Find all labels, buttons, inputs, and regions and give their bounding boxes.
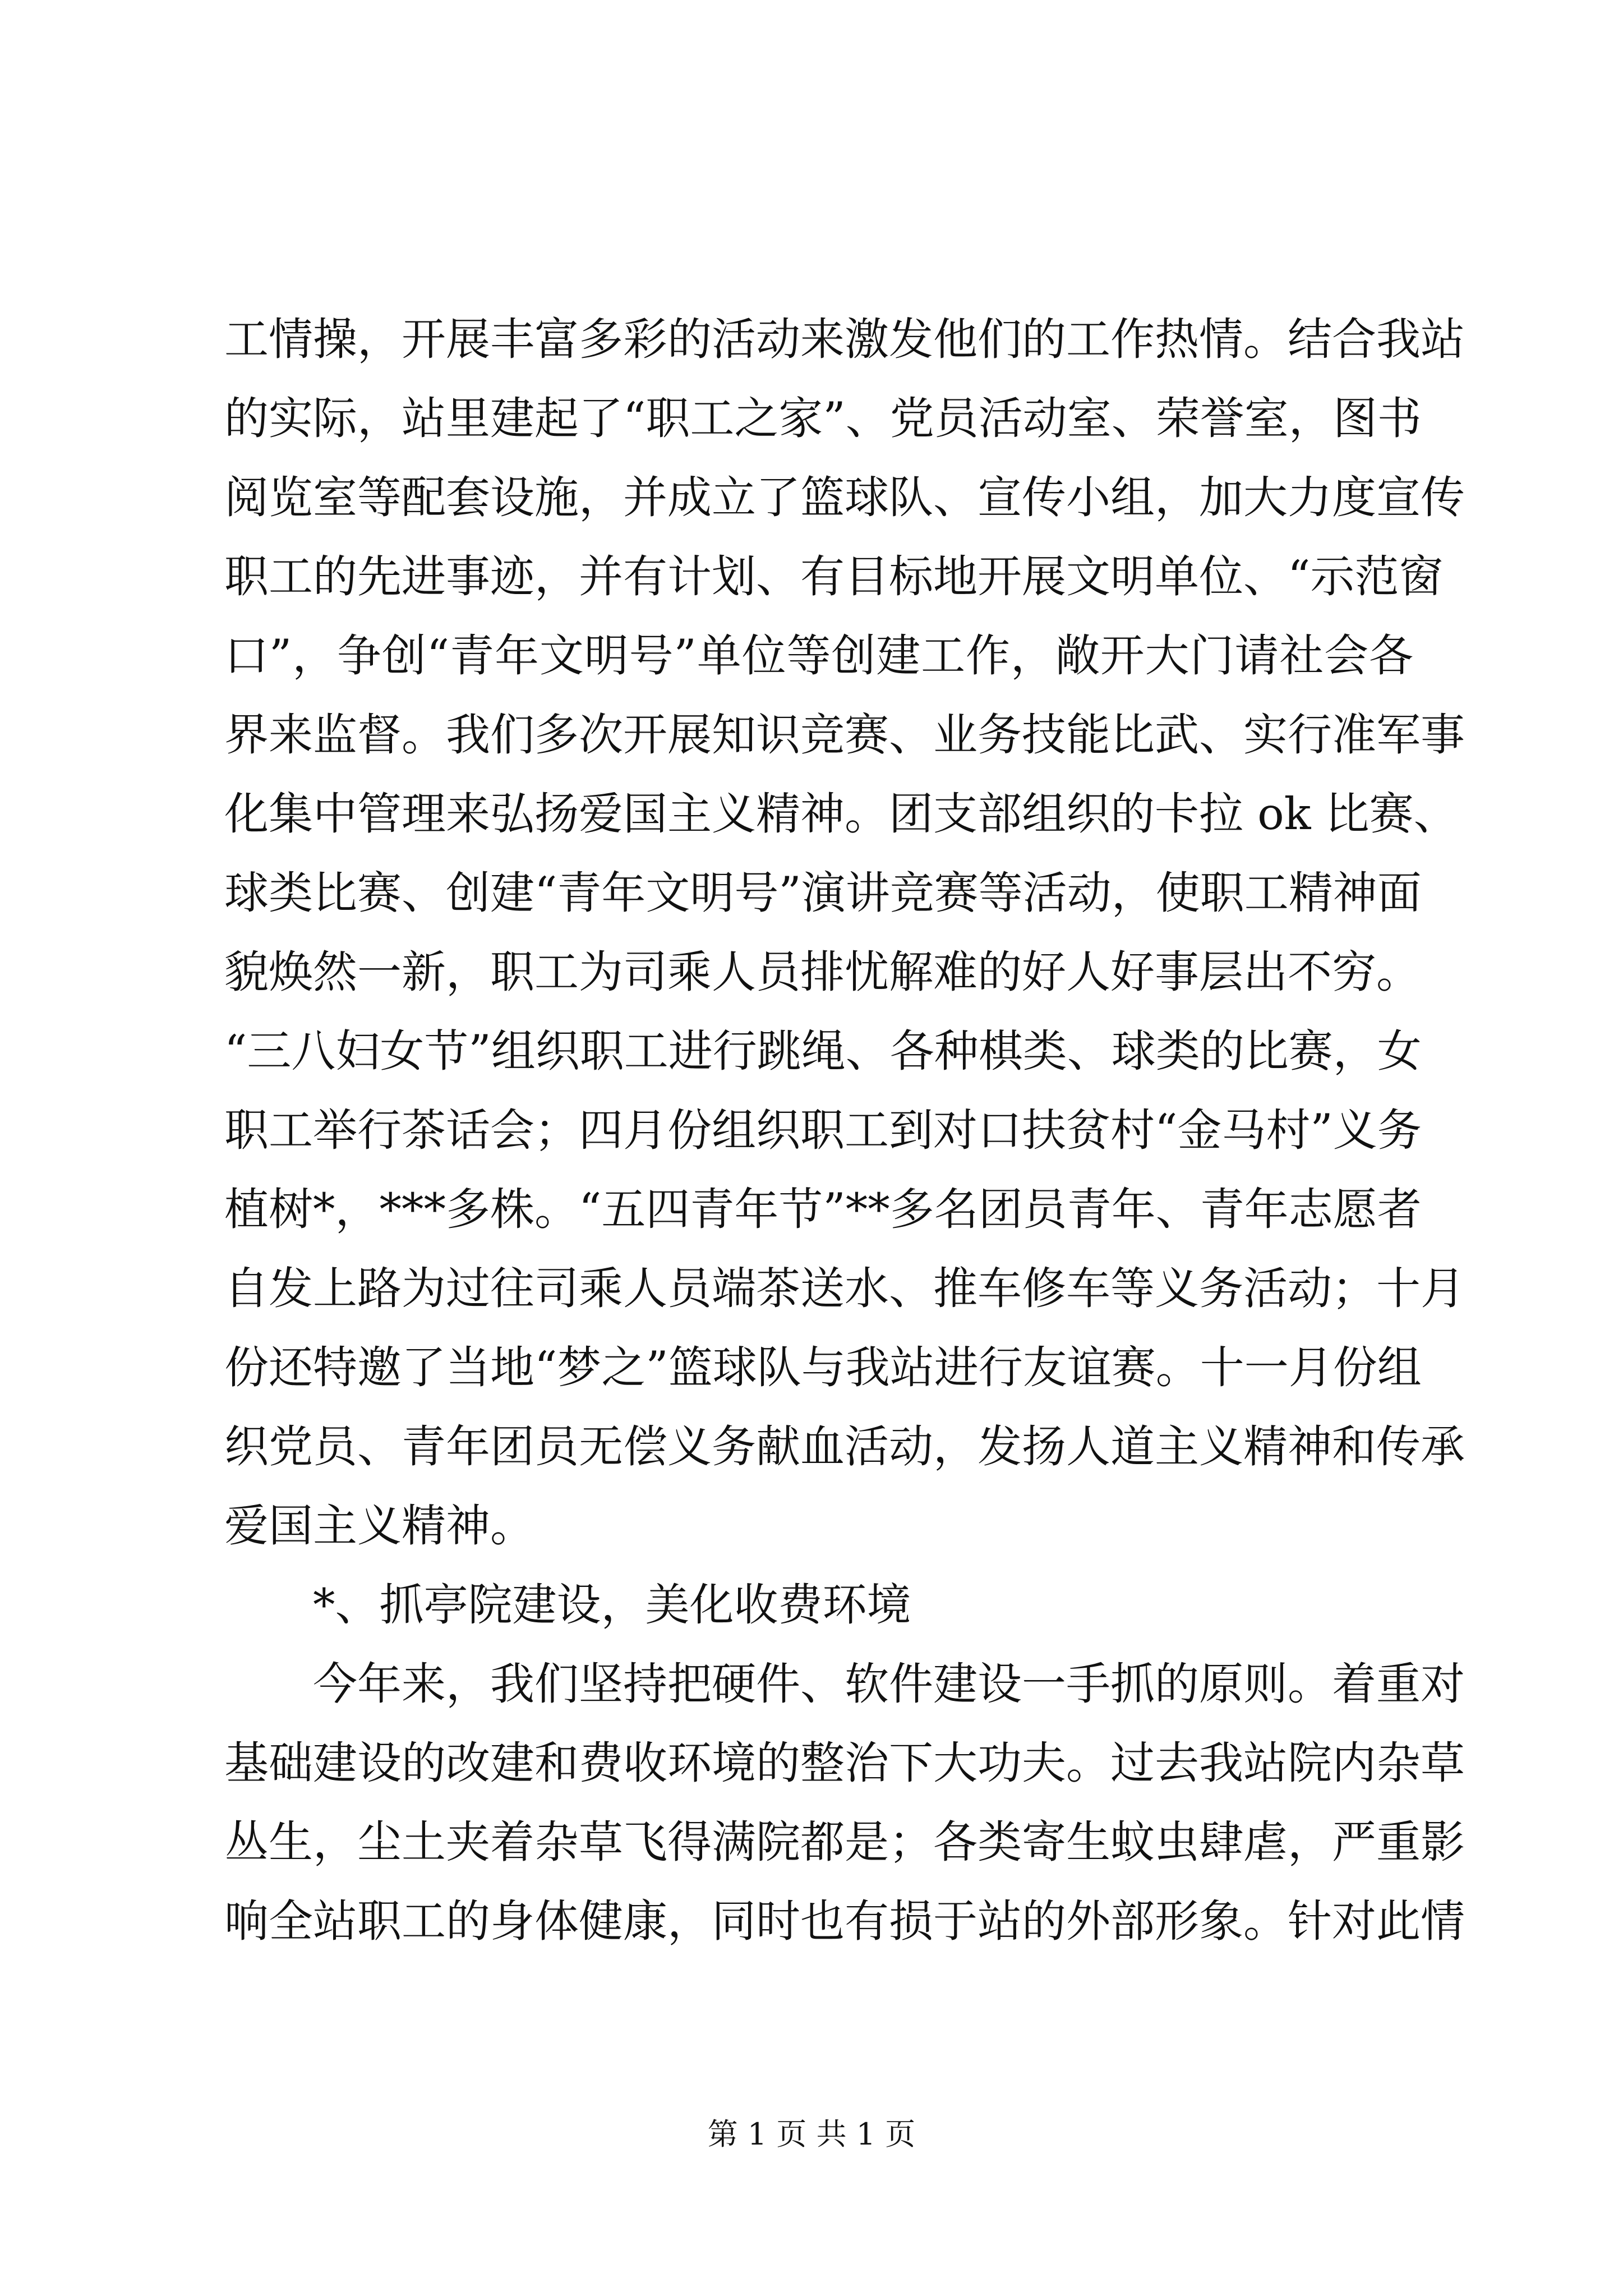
text-line: 貌焕然一新，职工为司乘人员排忧解难的好人好事层出不穷。 (224, 946, 1421, 998)
text-line: 的实际，站里建起了“职工之家”、党员活动室、荣誉室，图书 (224, 393, 1422, 444)
text-line: 职工的先进事迹，并有计划、有目标地开展文明单位、“示范窗 (224, 551, 1444, 602)
text-line: 爱国主义精神。 (224, 1500, 534, 1552)
text-line: 职工举行茶话会；四月份组织职工到对口扶贫村“金马村”义务 (224, 1105, 1422, 1156)
text-line: 化集中管理来弘扬爱国主义精神。团支部组织的卡拉 ok 比赛、 (224, 788, 1458, 840)
text-line: 响全站职工的身体健康，同时也有损于站的外部形象。针对此情 (224, 1895, 1465, 1947)
text-line: 织党员、青年团员无偿义务献血活动，发扬人道主义精神和传承 (224, 1421, 1465, 1473)
text-line: 今年来，我们坚持把硬件、软件建设一手抓的原则。着重对 (313, 1658, 1465, 1710)
page-footer: 第 1 页 共 1 页 (707, 2116, 916, 2152)
text-line: 植树*，***多株。“五四青年节”**多名团员青年、青年志愿者 (224, 1184, 1422, 1235)
section-heading: *、抓亭院建设，美化收费环境 (313, 1579, 911, 1631)
text-line: 基础建设的改建和费收环境的整治下大功夫。过去我站院内杂草 (224, 1737, 1465, 1789)
text-line: 份还特邀了当地“梦之”篮球队与我站进行友谊赛。十一月份组 (224, 1342, 1422, 1393)
text-line: 口”，争创“青年文明号”单位等创建工作，敞开大门请社会各 (224, 630, 1413, 682)
text-line: 自发上路为过往司乘人员端茶送水、推车修车等义务活动；十月 (224, 1263, 1465, 1314)
text-line: 球类比赛、创建“青年文明号”演讲竞赛等活动，使职工精神面 (224, 867, 1422, 919)
text-line: 工情操，开展丰富多彩的活动来激发他们的工作热情。结合我站 (224, 314, 1465, 365)
text-line: 界来监督。我们多次开展知识竞赛、业务技能比武、实行准军事 (224, 709, 1465, 761)
text-line: “三八妇女节”组织职工进行跳绳、各种棋类、球类的比赛，女 (224, 1025, 1422, 1077)
text-line: 阅览室等配套设施，并成立了篮球队、宣传小组，加大力度宣传 (224, 472, 1465, 523)
text-line: 丛生，尘土夹着杂草飞得满院都是；各类寄生蚊虫肆虐，严重影 (224, 1816, 1465, 1868)
document-body (224, 300, 1465, 1961)
